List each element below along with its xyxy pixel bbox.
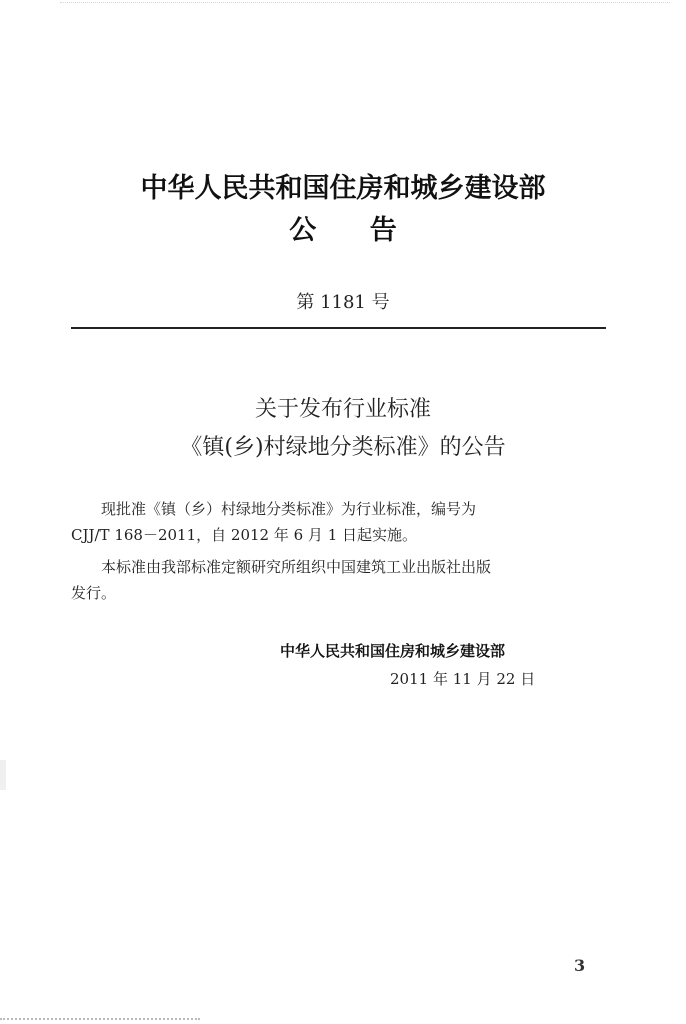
paragraph-1-line-1: 现批准《镇（乡）村绿地分类标准》为行业标准，编号为: [101, 500, 477, 518]
notice-title-line1: 关于发布行业标准: [254, 397, 431, 422]
body-paragraph-1: [71, 496, 606, 548]
ministry-title: 中华人民共和国住房和城乡建设部: [140, 173, 546, 204]
header-divider: [71, 327, 606, 329]
issue-date: 2011 年 11 月 22 日: [390, 670, 536, 688]
scan-edge-mark: [0, 760, 6, 790]
page-number: 3: [574, 956, 586, 975]
body-paragraph-2: [71, 554, 606, 606]
paragraph-2-line-2: 发行。: [71, 584, 117, 602]
paragraph-2-line-1: 本标准由我部标准定额研究所组织中国建筑工业出版社出版: [101, 558, 492, 576]
announcement-title: 公 告: [289, 215, 397, 246]
notice-title-line2: 《镇(乡)村绿地分类标准》的公告: [180, 435, 506, 460]
document-number: 第 1181 号: [296, 292, 390, 313]
bottom-edge-rule: [0, 1018, 200, 1020]
top-edge-rule: [60, 2, 670, 3]
issuer-signature: 中华人民共和国住房和城乡建设部: [280, 642, 506, 660]
paragraph-1-line-2: CJJ/T 168－2011，自 2012 年 6 月 1 日起实施。: [71, 526, 418, 544]
